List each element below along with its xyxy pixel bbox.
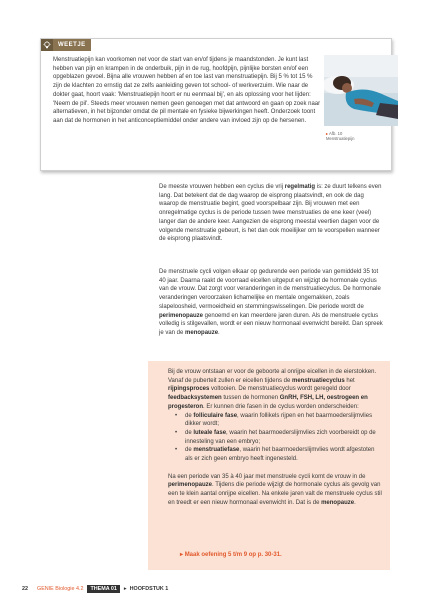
- summary-content: [168, 368, 383, 508]
- p2-term-menopauze: menopauze: [185, 329, 219, 336]
- p2-text-b: genoemd en kan meerdere jaren duren. Als de menstruele cyclus volledig is stilgevallen, wordt er een nieuw hormonaal evenwicht bereikt. Dan spreek je van de: [159, 312, 383, 336]
- outro-c: .: [354, 499, 356, 506]
- outro-a: Na een periode van 35 à 40 jaar met menstruele cycli komt de vrouw in de: [168, 473, 366, 480]
- caption-text: Menstruatiepijn: [326, 136, 355, 141]
- list-item: [180, 412, 383, 429]
- phase-post: , waarin het baarmoederslijmvlies wordt afgestoten als er zich geen embryo heeft ingenesteld.: [185, 447, 375, 463]
- exercise-link[interactable]: [180, 551, 282, 558]
- term-rijpingsproces: rijpingsproces: [168, 386, 210, 393]
- term-feedbacksystemen: feedbacksystemen: [168, 395, 222, 402]
- exercise-link-label: Maak oefening 5 t/m 9 op p. 30-31.: [184, 552, 282, 558]
- phase-pre: de: [185, 412, 194, 419]
- list-item: [180, 446, 383, 463]
- intro-a: Bij de vrouw ontstaan er voor de geboorte al onrijpe eicellen in de eierstokken. Vanaf de puberteit zullen er eicellen tijdens de: [168, 369, 377, 384]
- menstrual-pain-photo: [324, 55, 398, 126]
- term-perimenopauze: perimenopauze: [168, 482, 213, 489]
- p2-term-perimenopauze: perimenopauze: [159, 312, 204, 319]
- intro-c: voltooien. De menstruatiecyclus wordt geregeld door: [209, 386, 351, 393]
- term-menstruatiecyclus: menstruatiecyclus: [291, 377, 345, 384]
- intro-b: het: [344, 377, 355, 384]
- caption-number: Afb. 10: [329, 131, 343, 136]
- page-number: 22: [22, 586, 28, 592]
- phase-pre: de: [185, 429, 194, 436]
- chapter-label: HOOFDSTUK 1: [129, 586, 169, 592]
- weetje-label: WEETJE: [53, 39, 91, 51]
- term-menopauze: menopauze: [321, 499, 355, 506]
- summary-outro: [168, 473, 383, 508]
- spacer: [168, 464, 383, 473]
- summary-box: [148, 361, 390, 570]
- term-hormones: GnRH, FSH, LH, oestrogeen en progesteron: [168, 395, 368, 410]
- book-title: GENIE Biologie 4.2: [37, 586, 84, 592]
- page-footer: [22, 585, 168, 593]
- phase-post: , waarin het baarmoederslijmvlies zich voorbereidt op de innesteling van een embryo;: [185, 429, 376, 445]
- phase-post: , waarin follikels rijpen en het baarmoederslijmvlies dikker wordt;: [185, 412, 373, 428]
- weetje-paragraph: Menstruatiepijn kan voorkomen net voor de start van en/of tijdens je maandstonden. Je kunt last hebben van pijn en krampen in de onderbuik, pijn in de rug, hoofdpijn, pijnlijke borsten en/of een opgeblazen gevoel. Bijna alle vrouwen hebben af en toe last van menstruatiepijn. Bij 5 % tot 15 % zijn de klachten zo ernstig dat ze zelfs aanleiding geven tot school- of werkverzuim. Wie naar de dokter gaat, hoort vaak: 'Menstruatiepijn hoort er nu eenmaal bij', en als oplossing voor het lijden: 'Neem de pil'. Steeds meer vrouwen nemen geen genoegen met dat antwoord en gaan op zoek naar alternatieven, in het bijzonder omdat de pil mentale en fysieke bijwerkingen heeft. Onderzoek toont aan dat de hormonen in het anticonceptiemiddel onder andere van invloed zijn op de hersenen.: [53, 57, 321, 124]
- p2-text-a: De menstruele cycli volgen elkaar op gedurende een periode van gemiddeld 35 tot 40 jaar. Daarna raakt de voorraad eicellen uitgeput en wijzigt de hormonale cyclus van de vrouw. Dat zorgt voor veranderingen in de menstruatiecyclus. De hormonale veranderingen veroorzaken lichamelijke en mentale ongemakken, zoals slapeloosheid, vermoeidheid en stemmingswisselingen. Die periode wordt de: [159, 269, 381, 310]
- intro-e: . Er kunnen drie fasen in de cyclus worden onderscheiden:: [203, 403, 359, 410]
- paragraph-menopause: [159, 268, 385, 338]
- phase-list: [168, 412, 383, 464]
- phase-pre: de: [185, 447, 194, 454]
- summary-intro: [168, 368, 383, 412]
- paragraph-regularity: [159, 183, 385, 244]
- p1-text-b: is: ze duurt telkens even lang. Dat betekent dat de dag waarop de eisprong plaatsvindt, en ook de dag waarop de menstruatie begint, goed voorspelbaar zijn. Bij vrouwen met een onregelmatige cyclus is de periode tussen twee menstruaties de ene keer (veel) langer dan de andere keer. Aangezien de eisprong meestal veertien dagen voor de volgende menstruatie gebeurt, is het dan ook moeilijker om te voorspellen wanneer de eisprong plaatsvindt.: [159, 184, 382, 243]
- exercise-arrow-icon: ▸: [180, 552, 185, 558]
- p1-term-regelmatig: regelmatig: [284, 184, 316, 190]
- chevron-right-icon: ▸: [123, 586, 127, 592]
- thema-badge: THEMA 01: [87, 585, 119, 593]
- weetje-box: [40, 38, 392, 171]
- p2-text-c: .: [218, 329, 220, 336]
- list-item: [180, 429, 383, 446]
- caption-arrow-icon: ▸: [326, 131, 329, 136]
- weetje-header: [41, 39, 91, 51]
- lightbulb-icon: [41, 39, 53, 51]
- term-folliculaire-fase: folliculaire fase: [193, 412, 238, 419]
- intro-d: tussen de hormonen: [221, 395, 280, 402]
- photo-caption: [326, 131, 376, 141]
- term-menstruatiefase: menstruatiefase: [193, 447, 240, 454]
- outro-b: . Tijdens die periode wijzigt de hormonale cyclus als gevolg van een te klein aantal onrijpe eicellen. Na enkele jaren valt de menstruele cyclus stil en treedt er een nieuw hormonaal evenwicht in. Dat is de: [168, 482, 382, 506]
- term-luteale-fase: luteale fase: [193, 429, 227, 436]
- p1-text-a: De meeste vrouwen hebben een cyclus die vrij: [159, 184, 285, 190]
